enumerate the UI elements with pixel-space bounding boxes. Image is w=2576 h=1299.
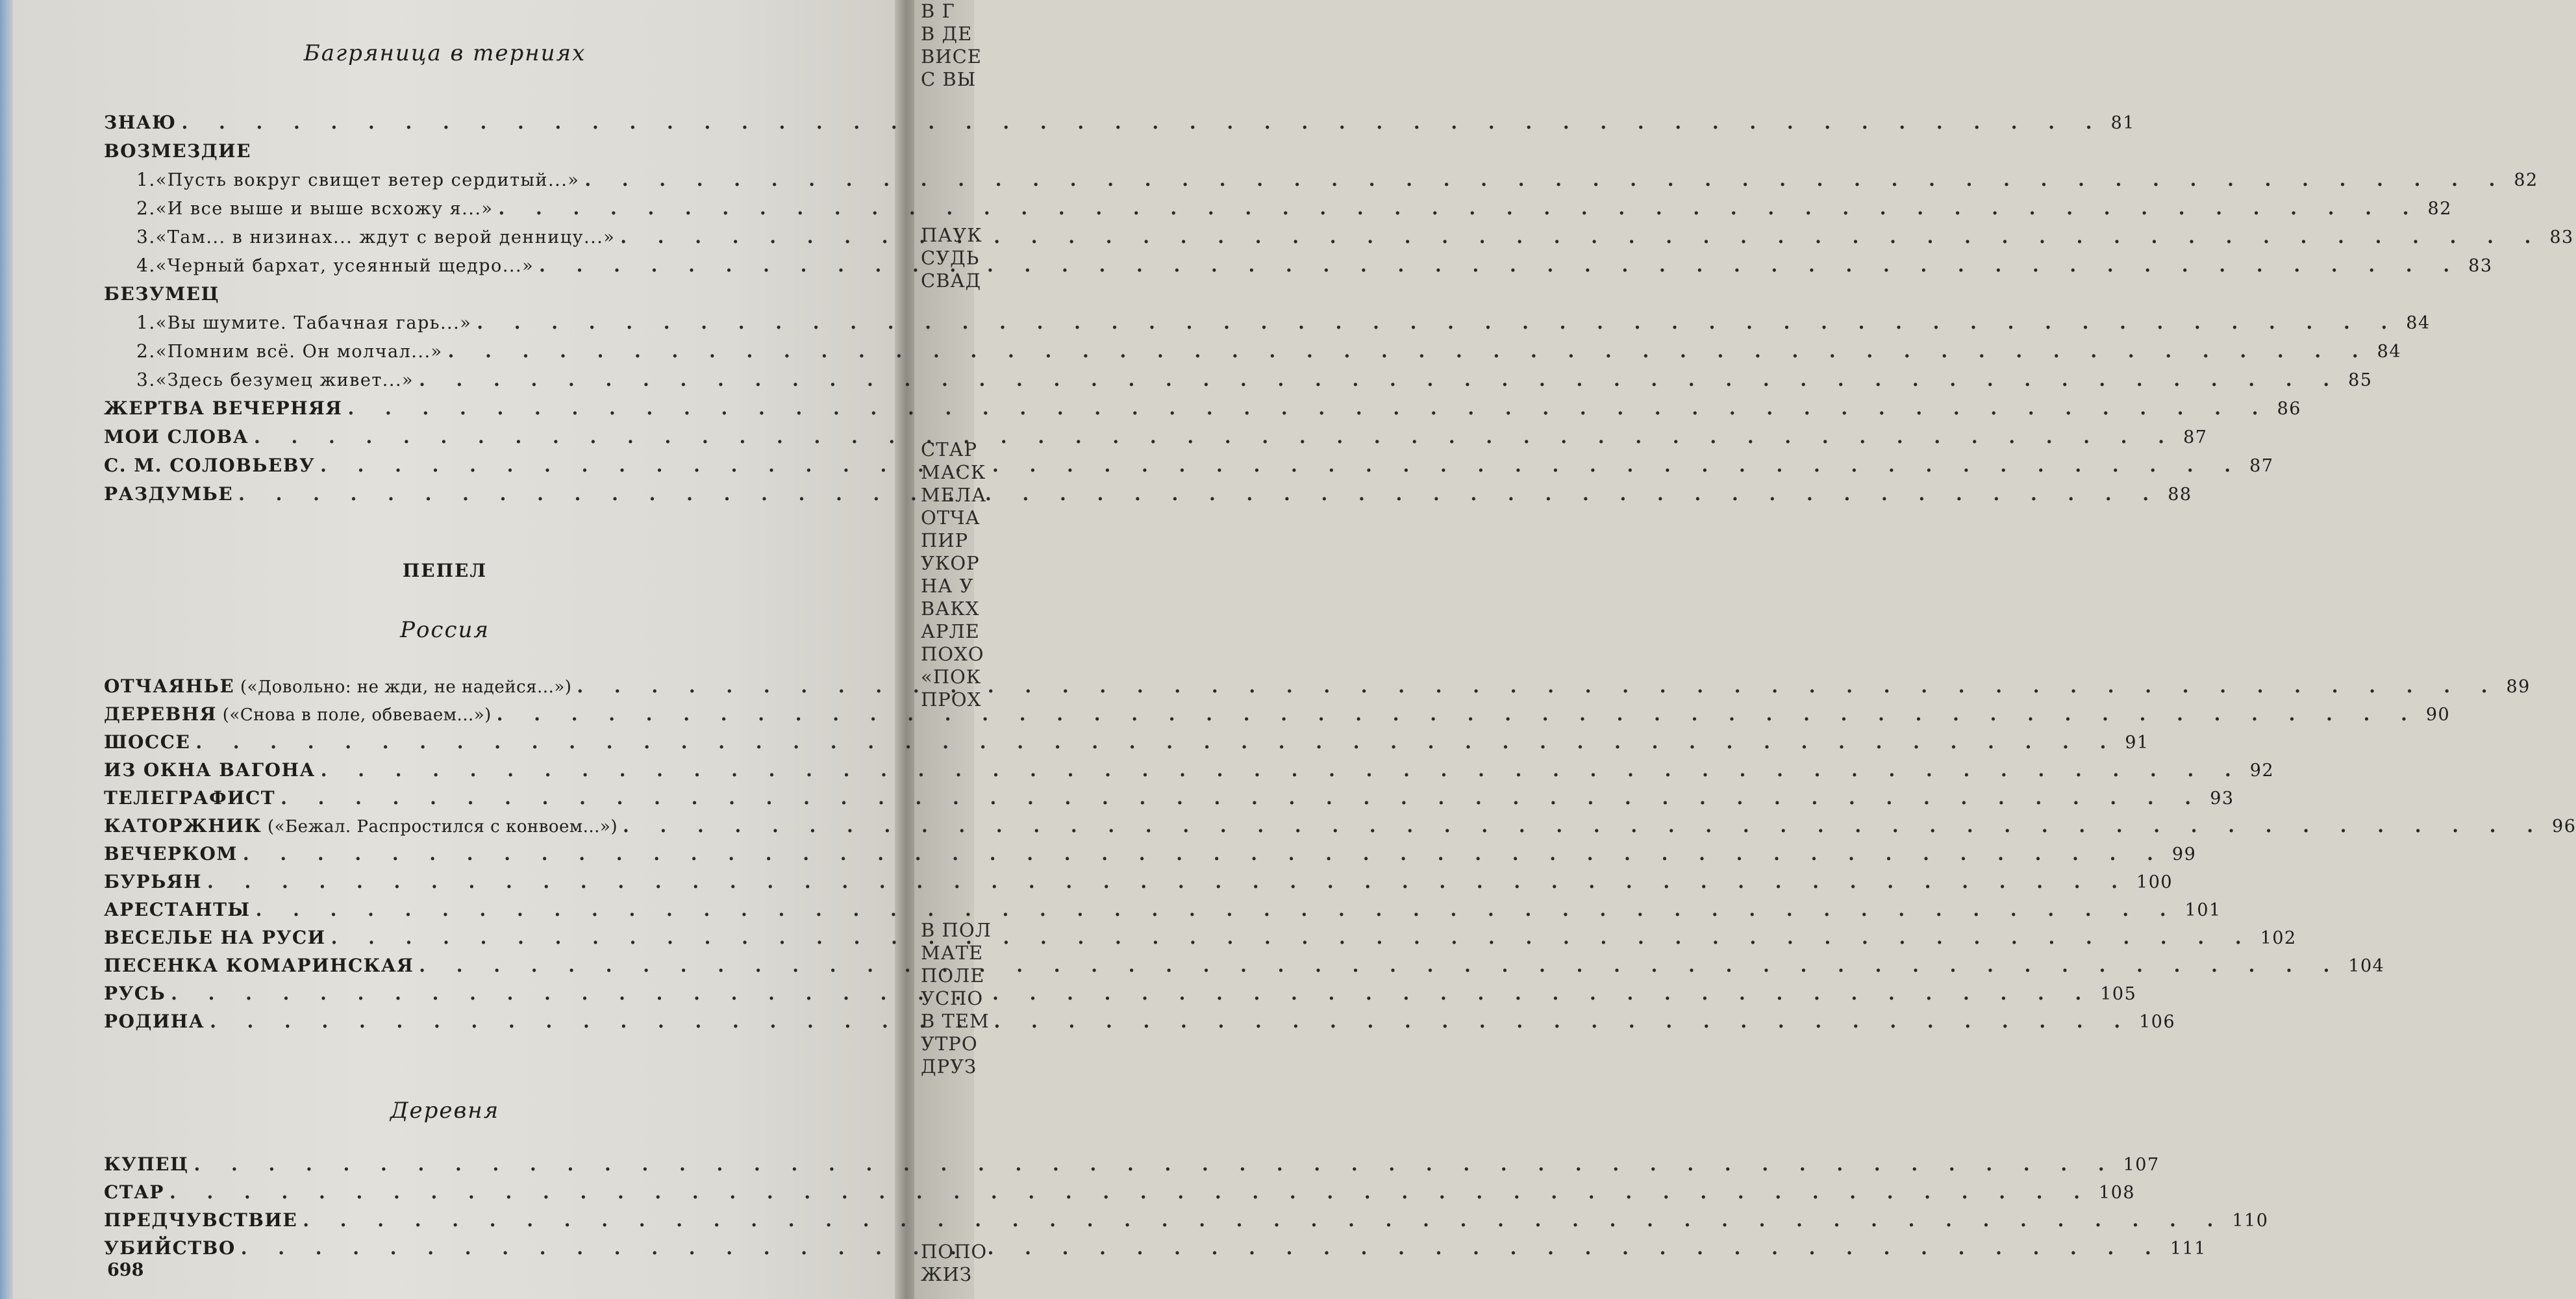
dot-leader bbox=[448, 340, 2371, 362]
dot-leader bbox=[194, 1154, 2117, 1175]
toc-entry-title-text: «Черный бархат, усеянный щедро...» bbox=[155, 256, 534, 276]
toc-entry-number: 2. bbox=[136, 340, 156, 362]
toc-entry bbox=[104, 283, 851, 309]
toc-entry-page: 110 bbox=[2232, 1211, 2269, 1231]
toc-entry-title bbox=[104, 112, 177, 133]
toc-entry-title bbox=[156, 370, 414, 390]
toc-entry-title bbox=[156, 227, 616, 247]
toc-entry-title bbox=[104, 983, 166, 1004]
toc-entry-title bbox=[104, 731, 190, 753]
toc-entry-title-text: ВЕЧЕРКОМ bbox=[104, 843, 238, 864]
toc-entry-title bbox=[104, 1237, 236, 1259]
section-title-rossiya: Россия bbox=[400, 617, 490, 643]
toc-entry bbox=[104, 169, 2538, 195]
toc-entry-title-text: ШОССЕ bbox=[104, 731, 191, 753]
toc-entry-title-text: БУРЬЯН bbox=[104, 871, 202, 892]
toc-entry-title-text: ОТЧАЯНЬЕ bbox=[104, 675, 235, 697]
toc-entry-subtitle: («Бежал. Распростился с конвоем...») bbox=[262, 817, 618, 837]
toc-entry-page: 99 bbox=[2171, 844, 2197, 864]
toc-entry-page: 87 bbox=[2249, 456, 2274, 476]
toc-entry-title bbox=[104, 483, 233, 505]
toc-entry-page: 86 bbox=[2277, 399, 2301, 419]
toc-entry-page: 87 bbox=[2183, 427, 2208, 448]
toc-entry-title-text: «Вы шумите. Табачная гарь...» bbox=[155, 313, 472, 333]
toc-entry-page: 102 bbox=[2260, 928, 2297, 948]
toc-entry bbox=[104, 703, 2451, 729]
toc-entry-page: 82 bbox=[2427, 199, 2452, 219]
toc-entry-title bbox=[156, 170, 580, 190]
dot-leader bbox=[281, 787, 2203, 809]
toc-entry bbox=[104, 112, 2135, 138]
toc-entry-title-text: КАТОРЖНИК bbox=[104, 815, 262, 837]
adjacent-page-text: ПОХО bbox=[921, 643, 984, 665]
adjacent-page-text: МЕЛА bbox=[921, 484, 987, 506]
dot-leader bbox=[477, 312, 2399, 333]
toc-entry-title-text: АРЕСТАНТЫ bbox=[104, 899, 251, 920]
toc-entry-title bbox=[104, 787, 275, 809]
toc-entry-title-text: ЗНАЮ bbox=[104, 112, 177, 133]
dot-leader bbox=[331, 927, 2254, 948]
adjacent-page-text: ЖИЗ bbox=[921, 1263, 972, 1285]
toc-entry-title-text: «Помним всё. Он молчал...» bbox=[155, 342, 443, 362]
toc-entry bbox=[104, 340, 2401, 366]
toc-entry-title bbox=[104, 703, 492, 725]
toc-entry-page: 82 bbox=[2514, 170, 2538, 190]
dot-leader bbox=[497, 703, 2420, 725]
toc-entry-title bbox=[156, 199, 494, 219]
toc-entry-title-text: ПЕСЕНКА КОМАРИНСКАЯ bbox=[104, 955, 414, 976]
toc-entry bbox=[104, 1209, 2269, 1235]
toc-entry-page: 96 bbox=[2552, 816, 2576, 837]
adjacent-page-text: ПОПО bbox=[921, 1241, 988, 1263]
left-page-edge bbox=[0, 0, 13, 1299]
toc-entry-title bbox=[156, 256, 534, 276]
toc-entry-page: 88 bbox=[2168, 485, 2192, 505]
toc-entry bbox=[104, 369, 2373, 395]
adjacent-page-text: ПОЛЕ bbox=[921, 965, 985, 987]
toc-entry-page: 100 bbox=[2136, 872, 2173, 892]
toc-entry bbox=[104, 1154, 2160, 1179]
toc-entry-title bbox=[104, 843, 238, 864]
toc-entry-title bbox=[156, 313, 472, 333]
toc-entry-title bbox=[104, 815, 618, 837]
dot-leader bbox=[321, 759, 2244, 781]
adjacent-page bbox=[914, 0, 992, 1299]
adjacent-page-text: С ВЫ bbox=[921, 68, 977, 90]
toc-entry-page: 108 bbox=[2099, 1183, 2136, 1203]
toc-entry bbox=[104, 787, 2234, 813]
dot-leader bbox=[348, 397, 2271, 419]
section-title-derevnya: Деревня bbox=[390, 1098, 500, 1124]
adjacent-page-text: В ПОЛ bbox=[921, 919, 992, 941]
adjacent-page-text: УКОР bbox=[921, 552, 980, 574]
dot-leader bbox=[256, 899, 2179, 920]
toc-entry-page: 101 bbox=[2184, 900, 2221, 920]
toc-entry-page: 89 bbox=[2506, 677, 2531, 697]
toc-entry-subtitle: («Снова в поле, обвеваем...») bbox=[216, 705, 492, 725]
toc-entry-number: 2. bbox=[136, 197, 156, 219]
toc-entry-title bbox=[104, 455, 315, 476]
toc-entry-page: 83 bbox=[2549, 227, 2574, 247]
toc-entry-page: 84 bbox=[2377, 342, 2401, 362]
toc-entry-title-text: ТЕЛЕГРАФИСТ bbox=[104, 787, 276, 809]
toc-entry-page: 93 bbox=[2210, 788, 2234, 809]
toc-entry-title bbox=[104, 1209, 297, 1231]
adjacent-page-text: МАСК bbox=[921, 461, 986, 483]
adjacent-page-text: ВИСЕ bbox=[921, 45, 982, 68]
dot-leader bbox=[243, 843, 2166, 864]
toc-entry-title-text: РАЗДУМЬЕ bbox=[104, 483, 234, 505]
toc-entry-title bbox=[104, 759, 316, 781]
dot-leader bbox=[320, 455, 2243, 476]
adjacent-page-text: СТАР bbox=[921, 438, 978, 460]
toc-entry-title bbox=[104, 426, 249, 448]
toc-entry bbox=[104, 197, 2452, 223]
toc-entry-number: 3. bbox=[136, 369, 156, 390]
adjacent-page-text: ОТЧА bbox=[921, 507, 981, 529]
toc-entry-title-text: ПРЕДЧУВСТВИЕ bbox=[104, 1209, 298, 1231]
toc-entry-page: 105 bbox=[2100, 984, 2137, 1004]
part-title-pepel: ПЕПЕЛ bbox=[402, 560, 488, 581]
adjacent-page-text: ПАУК bbox=[921, 224, 982, 246]
section-title-bagryanitsa: Багряница в терниях bbox=[303, 40, 586, 66]
dot-leader bbox=[584, 169, 2507, 190]
toc-entry-number: 4. bbox=[136, 255, 156, 276]
toc-entry-title-text: МОИ СЛОВА bbox=[104, 426, 249, 448]
adjacent-page-text: УТРО bbox=[921, 1033, 978, 1055]
toc-entry-title-text: ИЗ ОКНА ВАГОНА bbox=[104, 759, 316, 781]
dot-leader bbox=[623, 815, 2545, 837]
toc-entry-title bbox=[156, 342, 443, 362]
toc-entry bbox=[104, 140, 851, 166]
dot-leader bbox=[195, 731, 2118, 753]
toc-entry-title bbox=[104, 899, 251, 920]
dot-leader bbox=[171, 983, 2094, 1004]
toc-entry-title bbox=[104, 955, 414, 976]
toc-entry-title-text: ДЕРЕВНЯ bbox=[104, 703, 217, 725]
adjacent-page-text: В Г bbox=[921, 0, 955, 22]
toc-entry-title-text: БЕЗУМЕЦ bbox=[104, 283, 220, 305]
dot-leader bbox=[539, 255, 2462, 276]
dot-leader bbox=[419, 369, 2342, 390]
toc-entry-page: 104 bbox=[2348, 956, 2385, 976]
toc-entry-title-text: «Пусть вокруг свищет ветер сердитый...» bbox=[155, 170, 580, 190]
toc-entry-page: 107 bbox=[2123, 1155, 2160, 1175]
toc-entry-page: 91 bbox=[2125, 733, 2149, 753]
book-gutter bbox=[895, 0, 914, 1299]
toc-entry-title bbox=[104, 1181, 164, 1203]
dot-leader bbox=[207, 871, 2130, 892]
page-number: 698 bbox=[107, 1260, 144, 1280]
toc-entry-title-text: КУПЕЦ bbox=[104, 1154, 189, 1175]
dot-leader bbox=[498, 197, 2421, 219]
toc-entry-title-text: ВОЗМЕЗДИЕ bbox=[104, 140, 251, 162]
adjacent-page-text: МАТЕ bbox=[921, 942, 984, 964]
toc-entry-title bbox=[104, 927, 326, 948]
toc-entry-page: 83 bbox=[2468, 256, 2493, 276]
adjacent-page-text: НА У bbox=[921, 575, 974, 597]
adjacent-page-text: В ТЕМ bbox=[921, 1010, 990, 1032]
dot-leader bbox=[238, 483, 2161, 505]
toc-entry-title bbox=[104, 1011, 205, 1032]
toc-entry-title-text: СТАР bbox=[104, 1181, 164, 1203]
toc-entry-page: 84 bbox=[2406, 313, 2431, 333]
dot-leader bbox=[182, 112, 2105, 133]
toc-entry-page: 111 bbox=[2170, 1239, 2207, 1259]
dot-leader bbox=[303, 1209, 2225, 1231]
toc-entry-page: 81 bbox=[2110, 113, 2135, 133]
toc-entry bbox=[104, 843, 2197, 869]
adjacent-page-text: ДРУЗ bbox=[921, 1055, 977, 1078]
toc-entry-title bbox=[104, 871, 202, 892]
dot-leader bbox=[620, 226, 2543, 247]
toc-entry bbox=[104, 1181, 2136, 1207]
dot-leader bbox=[254, 426, 2177, 448]
toc-entry-subtitle: («Довольно: не жди, не надейся...») bbox=[234, 677, 572, 697]
toc-entry-title-text: С. М. СОЛОВЬЕВУ bbox=[104, 455, 316, 476]
toc-entry-number: 1. bbox=[136, 312, 156, 333]
toc-entry-title-text: «И все выше и выше всхожу я...» bbox=[155, 199, 494, 219]
toc-entry bbox=[104, 397, 2301, 423]
toc-entry-title-text: «Там... в низинах... ждут с верой денницу...» bbox=[155, 227, 616, 247]
toc-entry-title-text: УБИЙСТВО bbox=[104, 1237, 236, 1259]
toc-entry bbox=[104, 759, 2275, 785]
toc-entry-number: 1. bbox=[136, 169, 156, 190]
toc-entry bbox=[104, 899, 2221, 925]
toc-entry-page: 92 bbox=[2249, 761, 2275, 781]
toc-entry-page: 85 bbox=[2348, 370, 2373, 390]
toc-entry-title bbox=[104, 675, 571, 697]
toc-entry-title-text: «Здесь безумец живет...» bbox=[155, 370, 414, 390]
toc-entry-title-text: ЖЕРТВА ВЕЧЕРНЯЯ bbox=[104, 397, 343, 419]
toc-entry-number: 3. bbox=[136, 226, 156, 247]
dot-leader bbox=[169, 1181, 2092, 1203]
toc-entry-title-text: РОДИНА bbox=[104, 1011, 205, 1032]
toc-entry-title bbox=[104, 397, 343, 419]
toc-entry bbox=[104, 871, 2173, 897]
adjacent-page-text: УСПО bbox=[921, 987, 984, 1009]
adjacent-page-text: ПИР bbox=[921, 529, 969, 551]
adjacent-page-text: СУДЬ bbox=[921, 247, 980, 269]
adjacent-page-text: «ПОК bbox=[921, 666, 982, 688]
adjacent-page-text: ПРОХ bbox=[921, 688, 982, 711]
adjacent-page-text: В ДЕ bbox=[921, 23, 973, 45]
dot-leader bbox=[210, 1011, 2132, 1032]
dot-leader bbox=[419, 955, 2342, 976]
toc-entry bbox=[104, 815, 2576, 841]
adjacent-page-text: АРЛЕ bbox=[921, 620, 980, 642]
dot-leader bbox=[577, 675, 2499, 697]
toc-entry bbox=[104, 312, 2431, 338]
toc-entry-page: 90 bbox=[2425, 705, 2451, 725]
toc-entry bbox=[104, 731, 2149, 757]
toc-entry-page: 106 bbox=[2139, 1012, 2176, 1032]
toc-entry-title bbox=[104, 140, 251, 162]
dot-leader bbox=[241, 1237, 2164, 1259]
toc-entry-title bbox=[104, 1154, 189, 1175]
toc-entry-title bbox=[104, 283, 219, 305]
adjacent-page-text: ВАКХ bbox=[921, 598, 980, 620]
toc-entry-title-text: ВЕСЕЛЬЕ НА РУСИ bbox=[104, 927, 326, 948]
toc-entry-title-text: РУСЬ bbox=[104, 983, 166, 1004]
adjacent-page-text: СВАД bbox=[921, 270, 982, 292]
